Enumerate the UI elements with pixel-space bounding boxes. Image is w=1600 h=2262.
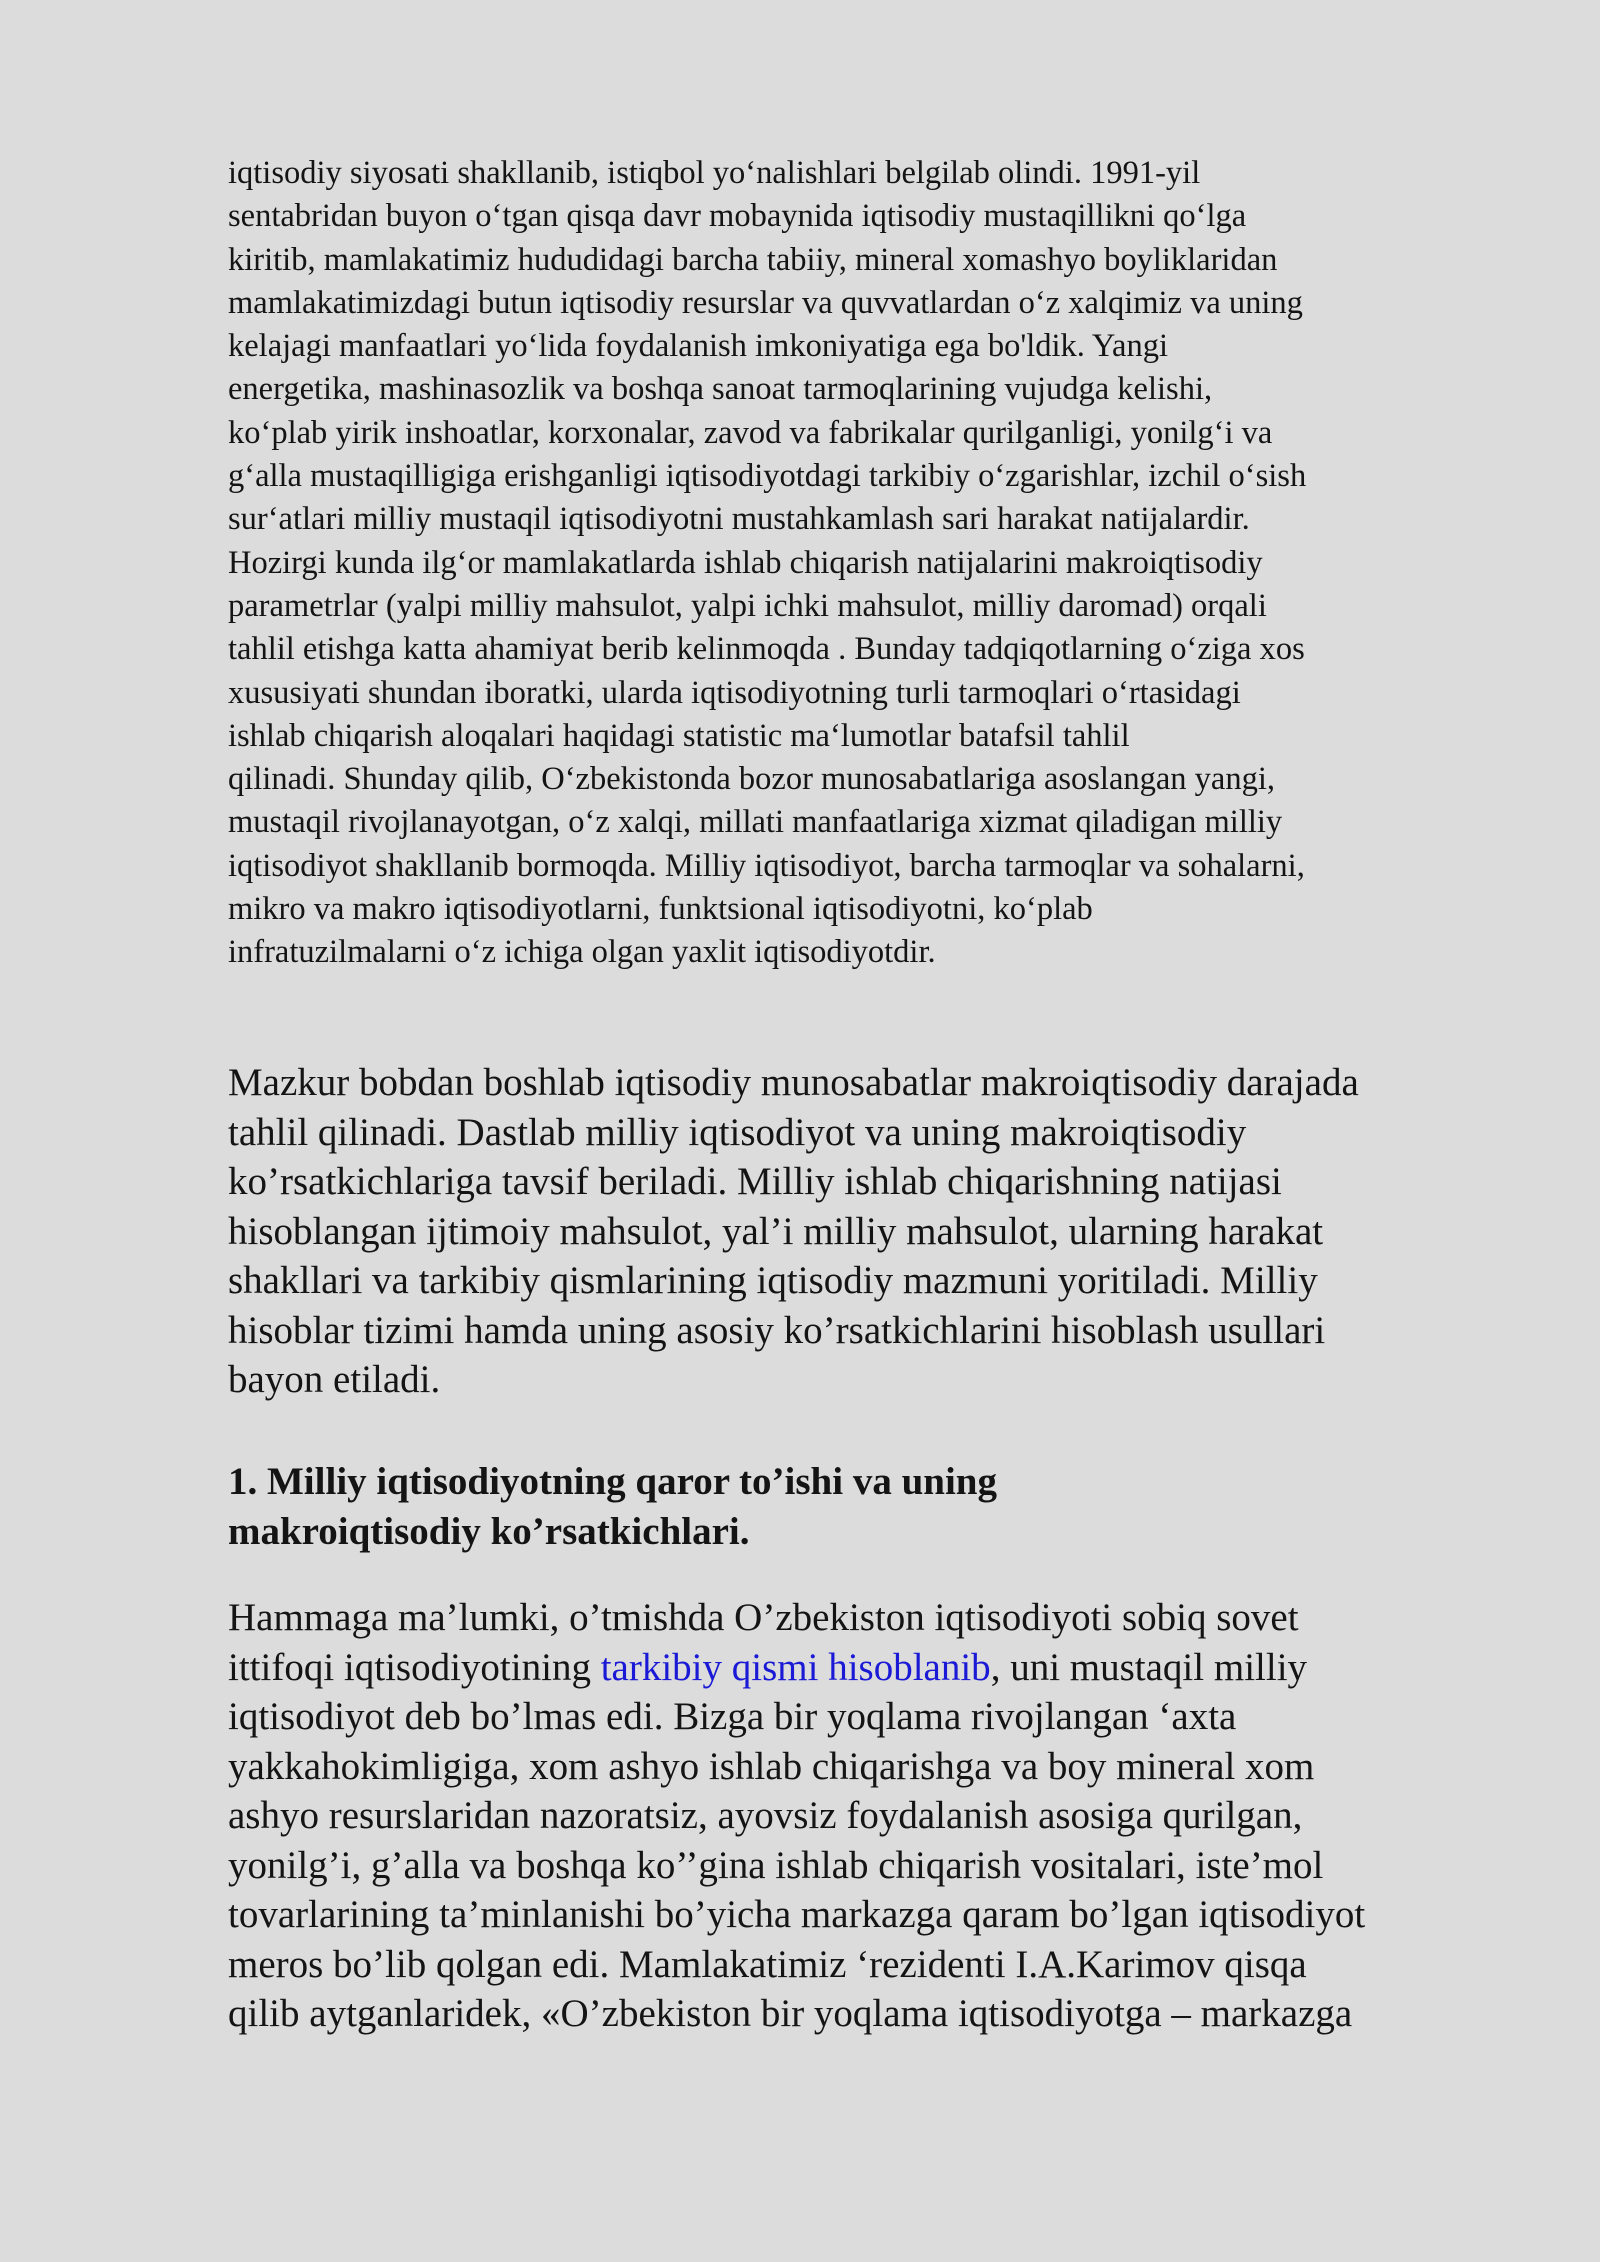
text-line: meros bo’lib qolgan edi. Mamlakatimiz ‘rezidenti I.A.Karimov qisqa — [228, 1942, 1307, 1986]
text-line: qilinadi. Shunday qilib, O‘zbekistonda bozor munosabatlariga asoslangan yangi, — [228, 761, 1275, 798]
tarkibiy-qismi-link[interactable]: tarkibiy qismi hisoblanib — [600, 1645, 991, 1689]
text-line: Mazkur bobdan boshlab iqtisodiy munosabatlar makroiqtisodiy darajada — [228, 1061, 1359, 1104]
text-line: Hozirgi kunda ilg‘or mamlakatlarda ishlab chiqarish natijalarini makroiqtisodiy — [228, 544, 1263, 581]
text-line: ko’rsatkichlariga tavsif beriladi. Milliy ishlab chiqarishning natijasi — [228, 1160, 1282, 1203]
text-line: hisoblangan ijtimoiy mahsulot, yal’i milliy mahsulot, ularning harakat — [228, 1209, 1324, 1253]
text-line: shakllari va tarkibiy qismlarining iqtisodiy mazmuni yoritiladi. Milliy — [228, 1259, 1318, 1302]
text-line: mamlakatimizdagi butun iqtisodiy resurslar va quvvatlardan o‘z xalqimiz va uning — [228, 284, 1303, 321]
text-line-with-link — [228, 1643, 1528, 1693]
text-line: tovarlarining ta’minlanishi bo’yicha markazga qaram bo’lgan iqtisodiyot — [228, 1893, 1366, 1936]
text-line: bayon etiladi. — [228, 1358, 441, 1401]
text-line: sur‘atlari milliy mustaqil iqtisodiyotni mustahkamlash sari harakat natijalardir. — [228, 501, 1250, 538]
heading-line: makroiqtisodiy ko’rsatkichlari. — [228, 1509, 750, 1553]
text-line: mustaqil rivojlanayotgan, o‘z xalqi, millati manfaatlariga xizmat qiladigan milliy — [228, 804, 1283, 841]
text-line: ashyo resurslaridan nazoratsiz, ayovsiz foydalanish asosiga qurilgan, — [228, 1794, 1303, 1837]
text-line: sentabridan buyon o‘tgan qisqa davr mobaynida iqtisodiy mustaqillikni qo‘lga — [228, 198, 1247, 235]
text-line: hisoblar tizimi hamda uning asosiy ko’rsatkichlarini hisoblash usullari — [228, 1308, 1326, 1352]
text-line: energetika, mashinasozlik va boshqa sanoat tarmoqlarining vujudga kelishi, — [228, 371, 1213, 408]
heading-line: 1. Milliy iqtisodiyotning qaror to’ishi va uning — [228, 1460, 997, 1503]
intro-paragraph — [228, 152, 1518, 975]
text-line: yonilg’i, g’alla va boshqa ko’’gina ishlab chiqarish vositalari, iste’mol — [228, 1843, 1324, 1887]
text-line: iqtisodiyot shakllanib bormoqda. Milliy iqtisodiyot, barcha tarmoqlar va sohalarni, — [228, 847, 1305, 884]
text-line: kiritib, mamlakatimiz hududidagi barcha tabiiy, mineral xomashyo boyliklaridan — [228, 241, 1278, 278]
section-heading — [228, 1457, 1528, 1556]
text-line: tahlil etishga katta ahamiyat berib kelinmoqda . Bunday tadqiqotlarning o‘ziga xos — [228, 631, 1305, 668]
text-line: iqtisodiy siyosati shakllanib, istiqbol yo‘nalishlari belgilab olindi. 1991-yil — [228, 155, 1201, 191]
text-line: parametrlar (yalpi milliy mahsulot, yalpi ichki mahsulot, milliy daromad) orqali — [228, 587, 1267, 624]
text-segment: ittifoqi iqtisodiyotining — [228, 1645, 601, 1689]
text-line: Hammaga ma’lumki, o’tmishda O’zbekiston iqtisodiyoti sobiq sovet — [228, 1596, 1299, 1639]
text-line: infratuzilmalarni o‘z ichiga olgan yaxlit iqtisodiyotdir. — [228, 934, 936, 971]
chapter-intro-paragraph — [228, 1058, 1528, 1405]
text-segment: , uni mustaqil milliy — [990, 1645, 1308, 1689]
text-line: tahlil qilinadi. Dastlab milliy iqtisodiyot va uning makroiqtisodiy — [228, 1110, 1247, 1154]
text-line: kelajagi manfaatlari yo‘lida foydalanish imkoniyatiga ega bo'ldik. Yangi — [228, 328, 1168, 365]
text-line: xususiyati shundan iboratki, ularda iqtisodiyotning turli tarmoqlari o‘rtasidagi — [228, 674, 1241, 711]
section-body-paragraph — [228, 1593, 1528, 2039]
text-line: yakkahokimligiga, xom ashyo ishlab chiqarishga va boy mineral xom — [228, 1744, 1315, 1788]
text-line: mikro va makro iqtisodiyotlarni, funktsional iqtisodiyotni, ko‘plab — [228, 891, 1093, 928]
text-line: qilib aytganlaridek, «O’zbekiston bir yoqlama iqtisodiyotga – markazga — [228, 1992, 1353, 2035]
text-line: ko‘plab yirik inshoatlar, korxonalar, zavod va fabrikalar qurilganligi, yonilg‘i va — [228, 414, 1273, 451]
text-line: iqtisodiyot deb bo’lmas edi. Bizga bir yoqlama rivojlangan ‘axta — [228, 1695, 1237, 1738]
text-line: ishlab chiqarish aloqalari haqidagi statistic ma‘lumotlar batafsil tahlil — [228, 717, 1130, 754]
text-line: g‘alla mustaqilligiga erishganligi iqtisodiyotdagi tarkibiy o‘zgarishlar, izchil o‘sish — [228, 458, 1307, 495]
